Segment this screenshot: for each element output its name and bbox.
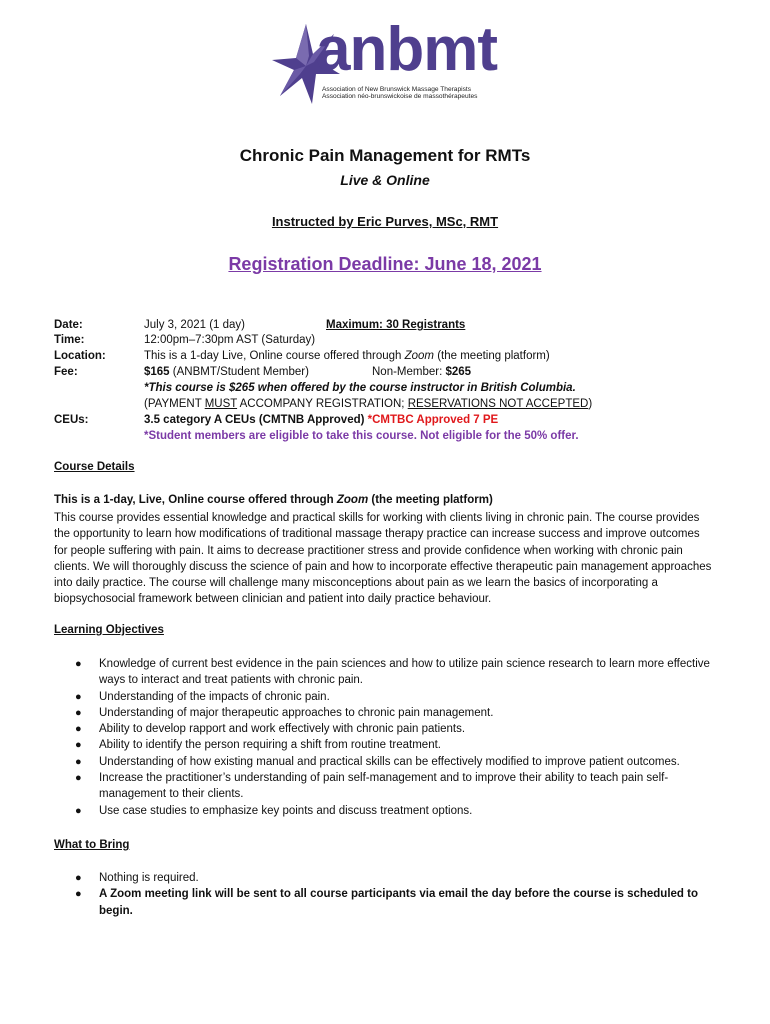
course-details-heading: Course Details [54, 461, 135, 473]
page-subtitle: Live & Online [340, 172, 430, 188]
fee-nonmember: Non-Member: $265 [372, 366, 472, 378]
logo-wordmark: anbmt [316, 15, 497, 84]
course-details-body: This course provides essential knowledge and practical skills for working with clients living in chronic pain. The course provides the opportunity to learn how modifications of traditional massage therapy practice can increase success and improve outcomes for people suffering with pain. It aims to decrease practitioner stress and provide confidence when working with chronic pain clients. We will thoroughly discuss the science of pain and how to incorporate effective therapeutic pain management approaches into daily practice. The course will challenge many misconceptions about pain as we learn the basics of incorporating a biopsychosocial framework between clinician and patient into daily practice behaviour. [54, 512, 712, 606]
anbmt-logo [272, 15, 512, 122]
student-note: *Student members are eligible to take this course. Not eligible for the 50% offer. [144, 430, 579, 442]
time-label: Time: [54, 334, 85, 346]
list-item: ● Understanding of how existing manual and practical skills can be effectively modified to improve patient outcomes. [54, 754, 724, 770]
logo-english-name: Association of New Brunswick Massage Therapists [322, 86, 472, 93]
location-label: Location: [54, 350, 106, 362]
ceus-value: 3.5 category A CEUs (CMTNB Approved) *CMTBC Approved 7 PE [144, 414, 499, 426]
bullet-icon: ● [75, 723, 82, 736]
list-item: ● Ability to develop rapport and work effectively with chronic pain patients. [54, 721, 724, 737]
date-label: Date: [54, 319, 83, 331]
course-details-lead: This is a 1-day, Live, Online course offered through Zoom (the meeting platform) [54, 494, 493, 506]
bullet-icon: ● [75, 739, 82, 752]
bullet-icon: ● [75, 804, 82, 817]
list-item: ● Nothing is required. [54, 870, 724, 886]
list-item: ● Increase the practitioner’s understanding of pain self-management and to improve their ability to teach pain self-management to their clients. [75, 772, 669, 801]
fee-member: $165 (ANBMT/Student Member) [144, 366, 309, 378]
instructor-line: Instructed by Eric Purves, MSc, RMT [271, 214, 499, 229]
time-value: 12:00pm–7:30pm AST (Saturday) [144, 334, 316, 346]
maximum-registrants: Maximum: 30 Registrants [326, 319, 466, 331]
location-value: This is a 1-day Live, Online course offered through Zoom (the meeting platform) [144, 350, 550, 362]
list-item: ● Knowledge of current best evidence in the pain sciences and how to utilize pain science research to learn more effective ways to interact and treat patients with chronic pain. [75, 658, 710, 687]
bullet-icon: ● [75, 772, 82, 785]
learning-objectives-list [54, 656, 724, 819]
what-to-bring-list [54, 870, 724, 919]
bullet-icon: ● [75, 755, 82, 768]
list-item: ● A Zoom meeting link will be sent to all course participants via email the day before the course is scheduled to begin. [75, 888, 698, 917]
bullet-icon: ● [75, 658, 82, 670]
bc-fee-note: *This course is $265 when offered by the course instructor in British Columbia. [144, 382, 576, 394]
what-to-bring-heading: What to Bring [54, 839, 130, 851]
bullet-icon: ● [75, 872, 82, 884]
payment-note: (PAYMENT MUST ACCOMPANY REGISTRATION; RESERVATIONS NOT ACCEPTED) [144, 398, 593, 410]
bullet-icon: ● [75, 690, 82, 703]
registration-deadline: Registration Deadline: June 18, 2021 [228, 254, 542, 274]
bullet-icon: ● [75, 706, 82, 719]
fee-label: Fee: [54, 366, 78, 378]
bullet-icon: ● [75, 888, 82, 901]
date-value: July 3, 2021 (1 day) [144, 319, 246, 331]
learning-objectives-heading: Learning Objectives [54, 624, 164, 636]
list-item: ● Ability to identify the person requiring a shift from routine treatment. [54, 737, 724, 753]
page-title: Chronic Pain Management for RMTs [239, 146, 531, 165]
list-item: ● Understanding of major therapeutic approaches to chronic pain management. [54, 705, 724, 721]
list-item: ● Use case studies to emphasize key points and discuss treatment options. [54, 803, 724, 819]
logo-french-name: Association néo-brunswickoise de massothérapeutes [322, 93, 478, 100]
ceus-label: CEUs: [54, 414, 89, 426]
list-item: ● Understanding of the impacts of chronic pain. [54, 689, 724, 705]
